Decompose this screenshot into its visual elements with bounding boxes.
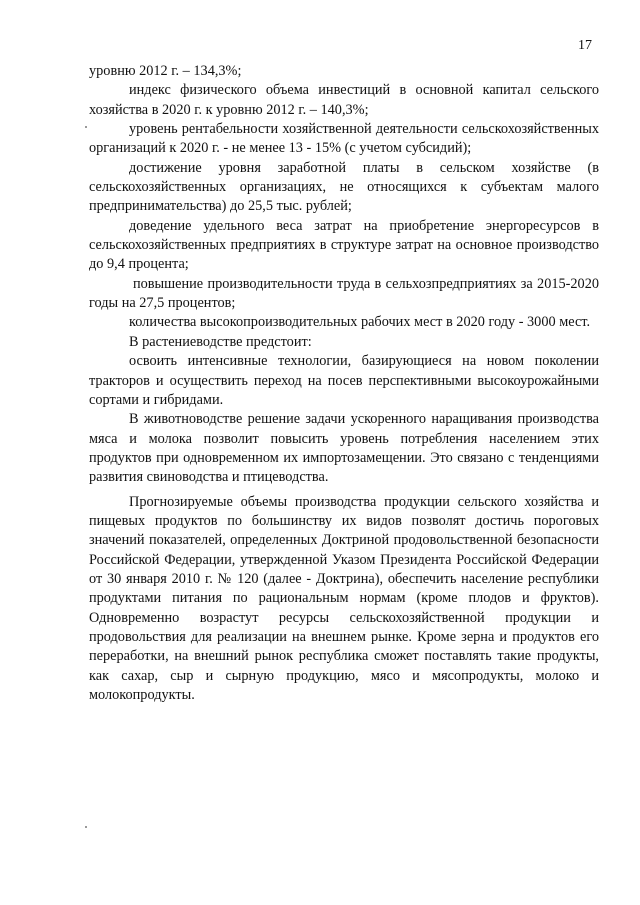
- paragraph-crop-heading: В растениеводстве предстоит:: [129, 333, 312, 350]
- paragraph-continuation: уровню 2012 г. – 134,3%;: [89, 63, 242, 79]
- paragraph-high-productivity-jobs: количества высокопроизводительных рабочих мест в 2020 году - 3000 мест.: [129, 314, 591, 331]
- paragraph-profitability: уровень рентабельности хозяйственной деятельности сельскохозяйственных организаций к 2020 г. - не менее 13 - 15% (с учетом субсидий);: [89, 121, 599, 157]
- paragraph-energy-costs: доведение удельного веса затрат на приобретение энергоресурсов в сельскохозяйственных предприятиях в структуре затрат на основное производство до 9,4 процента;: [89, 217, 599, 273]
- paragraph-forecast-volumes: Прогнозируемые объемы производства продукции сельского хозяйства и пищевых продуктов по большинству их видов позволят достичь пороговых значений показателей, определенных Доктриной продовольственной безопасности Российской Федерации, утвержденной Указом Президента Российской Федерации от 30 января 2010 г. № 120 (далее - Доктрина), обеспечить население республики продуктами питания по рациональным нормам (кроме плодов и фруктов). Одновременно возрастут ресурсы сельскохозяйственной продукции и продовольствия для реализации на внешнем рынке. Кроме зерна и продуктов его переработки, на внешний рынок республика сможет поставлять такие продукты, как сахар, сыр и сырную продукцию, мясо и мясопродукты, молоко и молокопродукты.: [89, 493, 599, 703]
- paragraph-labor-productivity: повышение производительности труда в сельхозпредприятиях за 2015-2020 годы на 27,5 процентов;: [89, 275, 599, 312]
- paragraph-livestock: В животноводстве решение задачи ускоренного наращивания производства мяса и молока позволит повысить уровень потребления населением этих продуктов при одновременном их импортозамещении. Это связано с тенденциями развития свиноводства и птицеводства.: [89, 411, 599, 486]
- paragraph-crop-technologies: освоить интенсивные технологии, базирующиеся на новом поколении тракторов и осуществить переход на посев перспективными высокоурожайными сортами и гибридами.: [89, 353, 599, 408]
- paragraph-investment-index: индекс физического объема инвестиций в основной капитал сельского хозяйства в 2020 г. к уровню 2012 г. – 140,3%;: [89, 82, 599, 118]
- scan-speck: [85, 126, 87, 128]
- page-number: 17: [578, 38, 592, 53]
- paragraph-wages: достижение уровня заработной платы в сельском хозяйстве (в сельскохозяйственных организациях, не относящихся к субъектам малого предпринимательства) до 25,5 тыс. рублей;: [89, 159, 599, 215]
- scan-speck: [85, 826, 87, 828]
- document-body: [89, 62, 599, 705]
